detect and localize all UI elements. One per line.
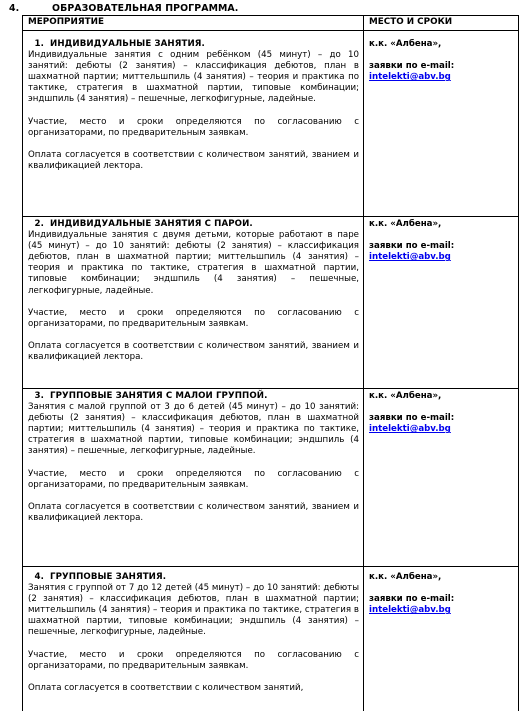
- row-title: 1. ИНДИВИДУАЛЬНЫЕ ЗАНЯТИЯ.: [34, 39, 205, 49]
- row-description: Индивидуальные занятия с двумя детьми, которые работают в паре (45 минут) – до 10 занятий: дебюты (2 занятия) – классификация дебютов, план в шахматной партии; миттельшпиль (4 занятия) – теория и практика по тактике, стратегия в шахматной партии, типовые комбинации; эндшпиль (4 занятия) – пешечные, легкофигурные, ладейные.: [28, 230, 359, 296]
- row-payment: Оплата согласуется в соответствии с количеством занятий, званием и квалификацией лектора.: [28, 501, 359, 523]
- requests-text: заявки по e-mail:: [369, 61, 455, 72]
- table-row-4-event: [28, 572, 359, 694]
- program-table: [22, 15, 519, 711]
- place-text: к.к. «Албена»,: [369, 572, 442, 582]
- requests-text: заявки по e-mail:: [369, 413, 455, 424]
- row-payment: Оплата согласуется в соответствии с количеством занятий, званием и квалификацией лектора.: [28, 149, 359, 171]
- row-divider: [23, 388, 518, 389]
- table-row-3-event: [28, 391, 359, 524]
- row-participation: Участие, место и сроки определяются по согласованию с организаторами, по предварительным заявкам.: [28, 649, 359, 671]
- row-title: 2. ИНДИВИДУАЛЬНЫЕ ЗАНЯТИЯ С ПАРОИ.: [34, 219, 253, 229]
- email-link[interactable]: intelekti@abv.bg: [369, 424, 451, 435]
- row-title: 4. ГРУППОВЫЕ ЗАНЯТИЯ.: [34, 572, 167, 582]
- column-header-place: МЕСТО И СРОКИ: [369, 17, 453, 27]
- row-description: Занятия с группой от 7 до 12 детей (45 минут) – до 10 занятий: дебюты (2 занятия) – классификация дебютов, план в шахматной партии; миттельшпиль (4 занятия) – теория и практика по тактике, стратегия в шахматной партии, типовые комбинации; эндшпиль (4 занятия) – пешечные, легкофигурные, ладейные.: [28, 583, 359, 638]
- row-description: Индивидуальные занятия с одним ребёнком (45 минут) – до 10 занятий: дебюты (2 занятия) – классификация дебютов, план в шахматной партии; миттельшпиль (4 занятия) – теория и практика по тактике, стратегия в шахматной партии, типовые комбинации; эндшпиль (4 занятия) – пешечные, легкофигурные, ладейные.: [28, 50, 359, 105]
- row-payment: Оплата согласуется в соответствии с количеством занятий, званием и квалификацией лектора.: [28, 340, 359, 362]
- row-divider: [23, 216, 518, 217]
- column-divider: [363, 16, 364, 711]
- table-row-4-place: [369, 572, 517, 616]
- section-number: 4.: [9, 3, 20, 14]
- requests-text: заявки по e-mail:: [369, 594, 455, 605]
- place-text: к.к. «Албена»,: [369, 39, 442, 49]
- email-link[interactable]: intelekti@abv.bg: [369, 72, 451, 83]
- header-divider: [23, 30, 518, 31]
- section-title: ОБРАЗОВАТЕЛЬНАЯ ПРОГРАММА.: [52, 3, 239, 14]
- table-row-1-place: [369, 39, 517, 83]
- table-row-2-place: [369, 219, 517, 263]
- row-description: Занятия с малой группой от 3 до 6 детей (45 минут) – до 10 занятий: дебюты (2 занятия) – классификация дебютов, план в шахматной партии; миттельшпиль (4 занятия) – теория и практика по тактике, стратегия в шахматной партии, типовые комбинации; эндшпиль (4 занятия) – пешечные, легкофигурные, ладейные.: [28, 402, 359, 457]
- row-participation: Участие, место и сроки определяются по согласованию с организаторами, по предварительным заявкам.: [28, 116, 359, 138]
- email-link[interactable]: intelekti@abv.bg: [369, 252, 451, 263]
- requests-text: заявки по e-mail:: [369, 241, 455, 252]
- column-header-event: МЕРОПРИЯТИЕ: [28, 17, 105, 27]
- place-text: к.к. «Албена»,: [369, 219, 442, 229]
- email-link[interactable]: intelekti@abv.bg: [369, 605, 451, 616]
- place-text: к.к. «Албена»,: [369, 391, 442, 401]
- row-payment: Оплата согласуется в соответствии с количеством занятий,: [28, 682, 304, 693]
- row-title: 3. ГРУППОВЫЕ ЗАНЯТИЯ С МАЛОИ ГРУППОЙ.: [34, 391, 268, 401]
- table-row-3-place: [369, 391, 517, 435]
- section-heading: [9, 3, 238, 14]
- row-divider: [23, 566, 518, 567]
- table-row-2-event: [28, 219, 359, 363]
- table-row-1-event: [28, 39, 359, 172]
- row-participation: Участие, место и сроки определяются по согласованию с организаторами, по предварительным заявкам.: [28, 307, 359, 329]
- row-participation: Участие, место и сроки определяются по согласованию с организаторами, по предварительным заявкам.: [28, 468, 359, 490]
